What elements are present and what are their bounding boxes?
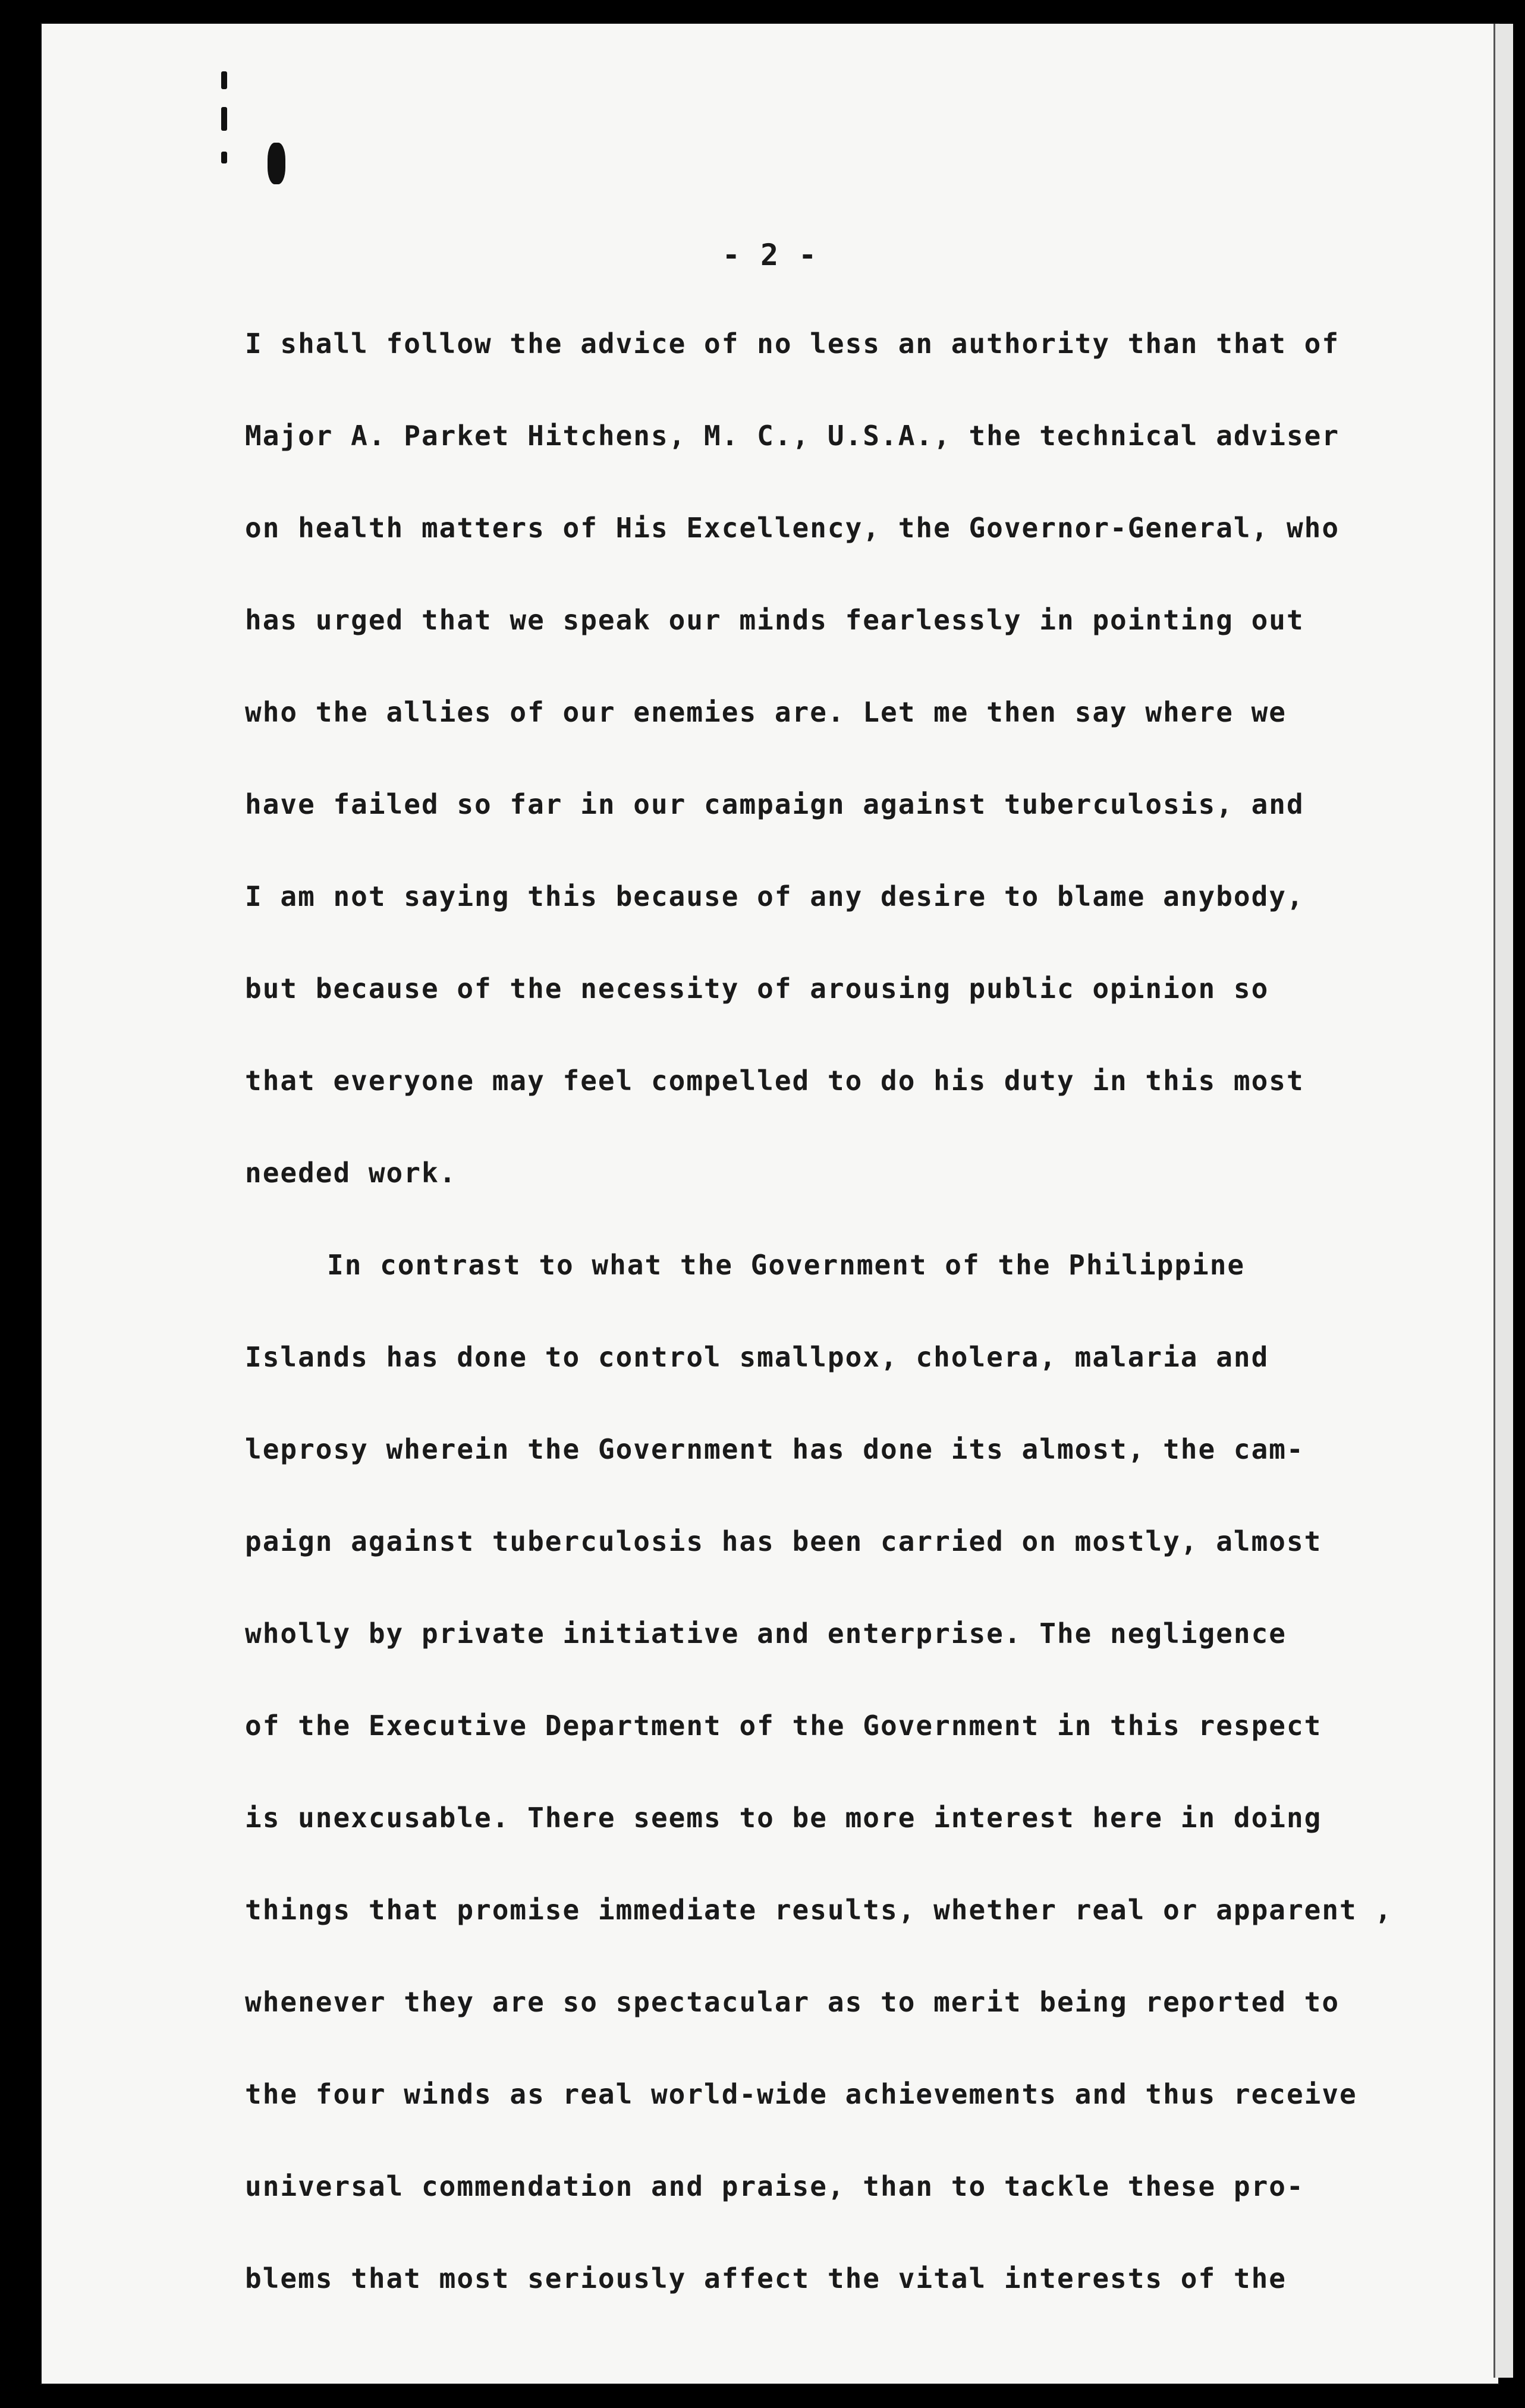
text-line: universal commendation and praise, than to tackle these pro- <box>245 2170 1304 2202</box>
text-line: Islands has done to control smallpox, cholera, malaria and <box>245 1341 1269 1373</box>
text-line: I am not saying this because of any desire to blame anybody, <box>245 880 1304 912</box>
text-line: on health matters of His Excellency, the Governor-General, who <box>245 512 1340 544</box>
text-line: of the Executive Department of the Government in this respect <box>245 1710 1322 1742</box>
page-number: - 2 - <box>722 238 818 272</box>
text-line: but because of the necessity of arousing public opinion so <box>245 972 1269 1005</box>
text-line: whenever they are so spectacular as to merit being reported to <box>245 1986 1340 2018</box>
text-line: In contrast to what the Government of the Philippine <box>327 1249 1246 1281</box>
text-line: has urged that we speak our minds fearlessly in pointing out <box>245 604 1304 636</box>
text-line: who the allies of our enemies are. Let me then say where we <box>245 696 1287 728</box>
text-line: leprosy wherein the Government has done its almost, the cam- <box>245 1433 1304 1465</box>
text-line: I shall follow the advice of no less an authority than that of <box>245 328 1340 360</box>
text-line: wholly by private initiative and enterprise. The negligence <box>245 1617 1287 1650</box>
text-line: things that promise immediate results, whether real or apparent , <box>245 1894 1393 1926</box>
text-line: that everyone may feel compelled to do his duty in this most <box>245 1065 1304 1097</box>
text-line: blems that most seriously affect the vital interests of the <box>245 2262 1287 2294</box>
typed-text <box>42 24 1498 2384</box>
text-line: needed work. <box>245 1157 457 1189</box>
text-line: is unexcusable. There seems to be more interest here in doing <box>245 1802 1322 1834</box>
text-line: the four winds as real world-wide achievements and thus receive <box>245 2078 1357 2110</box>
document-page <box>42 24 1498 2384</box>
page-edge <box>1493 24 1513 2378</box>
text-line: have failed so far in our campaign against tuberculosis, and <box>245 788 1304 820</box>
text-line: paign against tuberculosis has been carried on mostly, almost <box>245 1525 1322 1557</box>
text-line: Major A. Parket Hitchens, M. C., U.S.A., the technical adviser <box>245 420 1340 452</box>
